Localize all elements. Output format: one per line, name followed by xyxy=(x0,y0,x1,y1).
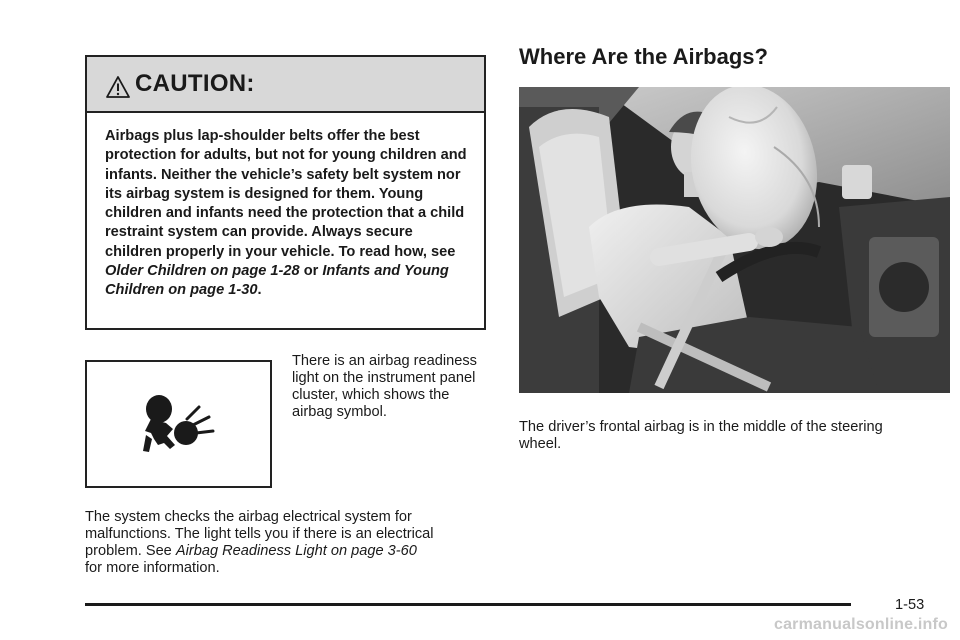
infants-link[interactable]: Infants and Young Children on page 1-30 xyxy=(105,263,449,299)
readiness-paragraph: There is an airbag readiness light on the instrument panel cluster, which shows the airbag symbol. xyxy=(292,353,477,420)
system-paragraph-tail: for more information. xyxy=(85,560,220,576)
driver-airbag-drawing xyxy=(519,87,950,393)
warning-triangle-icon xyxy=(105,75,131,99)
section-heading: Where Are the Airbags? xyxy=(519,44,768,69)
caution-text xyxy=(87,113,484,301)
system-paragraph xyxy=(85,509,485,577)
older-children-link[interactable]: Older Children on page 1-28 xyxy=(105,263,300,280)
caution-joiner: or xyxy=(303,263,319,280)
airbag-readiness-icon xyxy=(137,389,221,459)
footer-rule xyxy=(85,603,851,606)
watermark: carmanualsonline.info xyxy=(773,616,948,633)
system-paragraph-text: The system checks the airbag electrical system for malfunctions. The light tells you if there is an electrical problem. See xyxy=(85,509,434,559)
airbag-illustration xyxy=(519,87,950,393)
caution-end: . xyxy=(257,282,262,299)
caution-body-text: Airbags plus lap-shoulder belts offer the best protection for adults, but not for young children and infants. Neither the vehicle’s safety belt system nor its airbag system is designed for them. Young children and infants need the protection that a child restraint system can provide. Always secure children properly in your vehicle. To read how, see xyxy=(105,128,467,260)
caution-title: CAUTION: xyxy=(135,70,255,97)
airbag-symbol-box xyxy=(85,360,272,488)
readiness-light-link[interactable]: Airbag Readiness Light on page 3-60 xyxy=(175,543,417,559)
caution-box xyxy=(85,55,486,330)
caution-header xyxy=(87,57,484,113)
illustration-caption: The driver’s frontal airbag is in the middle of the steering wheel. xyxy=(519,419,883,452)
page-number: 1-53 xyxy=(895,597,925,613)
